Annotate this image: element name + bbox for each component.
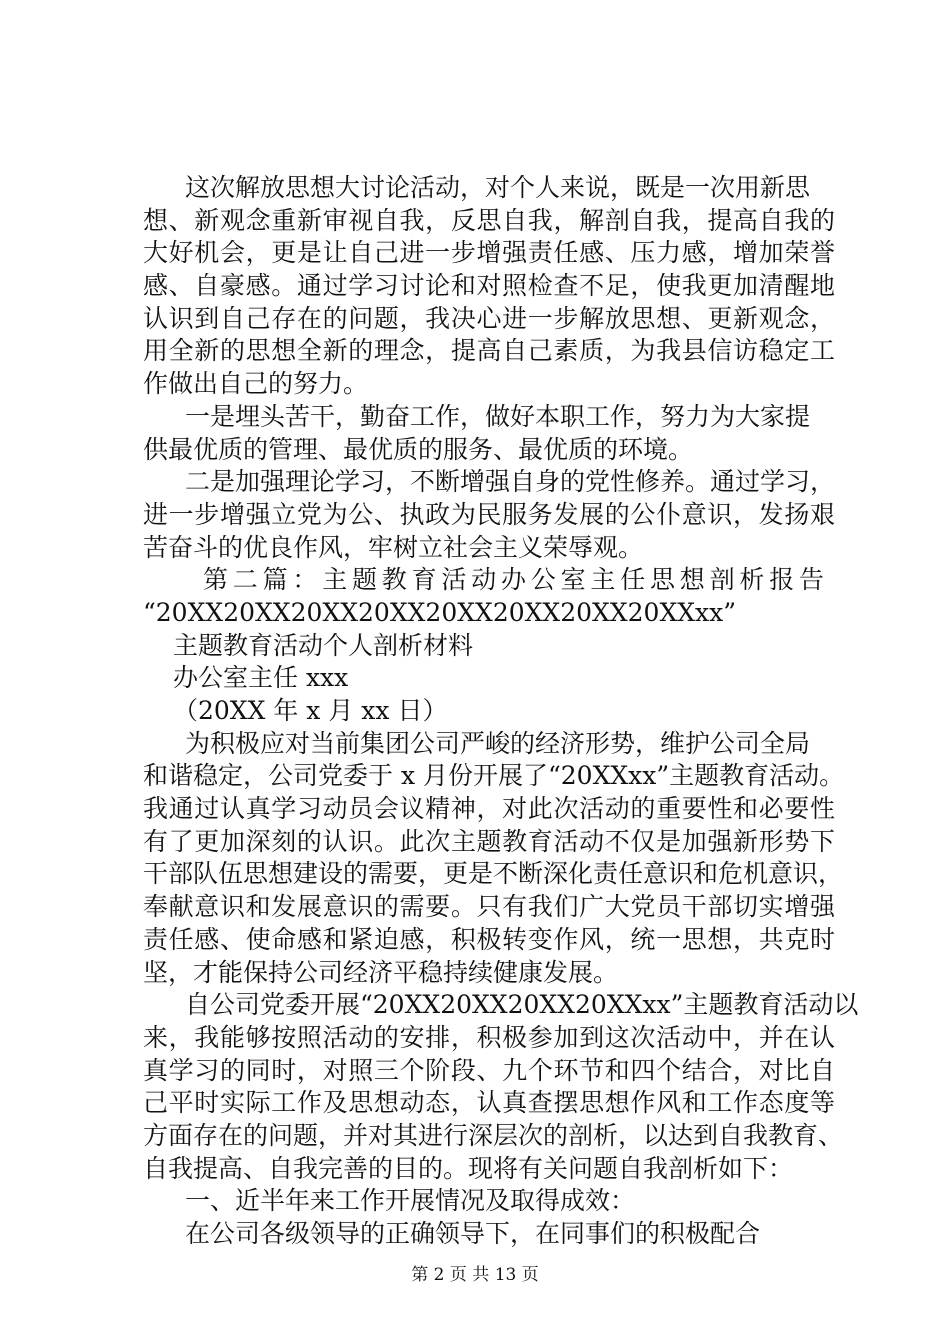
text-line: 坚，才能保持公司经济平稳持续健康发展。	[143, 957, 619, 987]
section-heading: 第二篇：主题教育活动办公室主任思想剖析报告	[203, 565, 829, 595]
text-line: 和谐稳定，公司党委于 x 月份开展了“20XXxx”主题教育活动。	[143, 761, 845, 791]
text-line: 自我提高、自我完善的目的。现将有关问题自我剖析如下：	[143, 1153, 794, 1183]
text-line: 真学习的同时，对照三个阶段、九个环节和四个结合，对比自	[143, 1055, 835, 1085]
text-line: 有了更加深刻的认识。此次主题教育活动不仅是加强新形势下	[143, 826, 835, 856]
author-line: 办公室主任 xxx	[173, 663, 349, 693]
text-line: 责任感、使命感和紧迫感，积极转变作风，统一思想，共克时	[143, 924, 835, 954]
document-body	[143, 172, 859, 1251]
text-line: 一是埋头苦干，勤奋工作，做好本职工作，努力为大家提	[185, 401, 811, 431]
text-line: 来，我能够按照活动的安排，积极参加到这次活动中，并在认	[143, 1022, 835, 1052]
text-line: 干部队伍思想建设的需要，更是不断深化责任意识和危机意识，	[143, 859, 844, 889]
text-line: 我通过认真学习动员会议精神，对此次活动的重要性和必要性	[143, 794, 835, 824]
text-line: 方面存在的问题，并对其进行深层次的剖析，以达到自我教育、	[143, 1120, 844, 1150]
text-line: 奉献意识和发展意识的需要。只有我们广大党员干部切实增强	[143, 892, 835, 922]
text-line: 大好机会，更是让自己进一步增强责任感、压力感，增加荣誉	[143, 238, 835, 268]
section-heading-quote: “20XX20XX20XX20XX20XX20XX20XX20XXxx”	[143, 597, 737, 627]
text-line: 进一步增强立党为公、执政为民服务发展的公仆意识，发扬艰	[143, 499, 835, 529]
text-line: 苦奋斗的优良作风，牢树立社会主义荣辱观。	[143, 532, 644, 562]
text-line: 作做出自己的努力。	[143, 369, 369, 399]
text-line: 在公司各级领导的正确领导下，在同事们的积极配合	[185, 1219, 761, 1248]
page-footer: 第 2 页 共 13 页	[411, 1265, 539, 1285]
date-line: （20XX 年 x 月 xx 日）	[173, 696, 448, 725]
text-line: 二是加强理论学习，不断增强自身的党性修养。通过学习，	[185, 467, 836, 497]
text-line: 用全新的思想全新的理念，提高自己素质，为我县信访稳定工	[143, 336, 835, 366]
section-subheading: 一、近半年来工作开展情况及取得成效：	[185, 1186, 636, 1216]
text-line: 认识到自己存在的问题，我决心进一步解放思想、更新观念，	[143, 303, 835, 333]
text-line: 供最优质的管理、最优质的服务、最优质的环境。	[143, 434, 694, 464]
material-title: 主题教育活动个人剖析材料	[173, 630, 474, 660]
text-line: 感、自豪感。通过学习讨论和对照检查不足，使我更加清醒地	[143, 271, 835, 301]
text-line: 己平时实际工作及思想动态，认真查摆思想作风和工作态度等	[143, 1088, 835, 1118]
text-line: 自公司党委开展“20XX20XX20XX20XXxx”主题教育活动以	[185, 990, 859, 1020]
text-line: 为积极应对当前集团公司严峻的经济形势，维护公司全局	[185, 728, 811, 758]
text-line: 这次解放思想大讨论活动，对个人来说，既是一次用新思	[185, 173, 811, 202]
text-line: 想、新观念重新审视自我，反思自我，解剖自我，提高自我的	[143, 205, 835, 235]
